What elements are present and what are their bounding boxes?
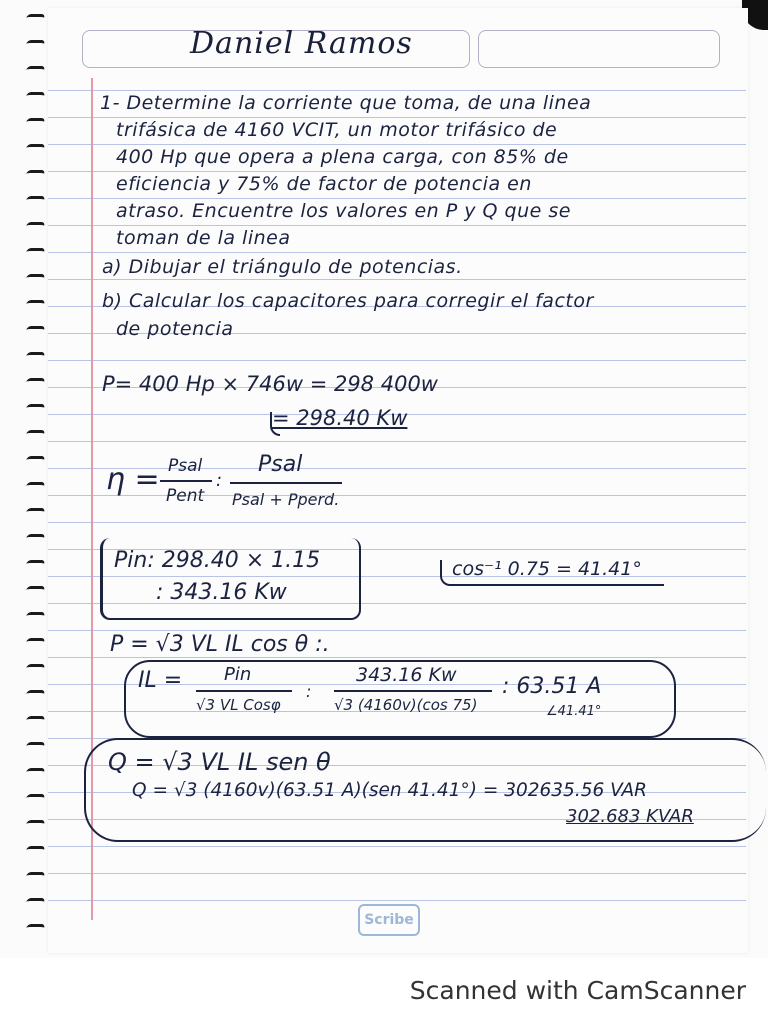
pin-line-2: : 343.16 Kw bbox=[156, 580, 287, 605]
il-numerator-2: 343.16 Kw bbox=[356, 664, 457, 686]
il-result: : 63.51 A bbox=[502, 674, 602, 699]
ring-icon bbox=[25, 430, 46, 439]
ring-icon bbox=[25, 222, 46, 231]
ring-icon bbox=[25, 794, 46, 803]
ring-icon bbox=[25, 638, 46, 647]
il-colon: : bbox=[306, 682, 312, 701]
ring-icon bbox=[25, 508, 46, 517]
power-calculation: P= 400 Hp × 746w = 298 400w bbox=[102, 372, 438, 396]
ring-icon bbox=[25, 352, 46, 361]
ring-icon bbox=[25, 690, 46, 699]
problem-line: 1- Determine la corriente que toma, de una linea bbox=[100, 92, 592, 114]
ring-icon bbox=[25, 846, 46, 855]
scanner-caption: Scanned with CamScanner bbox=[409, 976, 746, 1005]
ring-icon bbox=[25, 170, 46, 179]
fraction-bar bbox=[196, 690, 292, 692]
ring-icon bbox=[25, 716, 46, 725]
arccos-result: cos⁻¹ 0.75 = 41.41° bbox=[452, 558, 642, 580]
fraction-bar bbox=[334, 690, 492, 692]
ring-icon bbox=[25, 14, 46, 23]
ring-icon bbox=[25, 872, 46, 881]
reactive-kvar: 302.683 KVAR bbox=[566, 806, 694, 827]
pin-line-1: Pin: 298.40 × 1.15 bbox=[114, 548, 321, 573]
fraction-bar bbox=[230, 482, 342, 484]
ring-icon bbox=[25, 92, 46, 101]
ring-icon bbox=[25, 742, 46, 751]
ring-icon bbox=[25, 300, 46, 309]
problem-line: eficiencia y 75% de factor de potencia en bbox=[116, 173, 532, 195]
underline-bracket bbox=[270, 412, 280, 436]
ring-icon bbox=[25, 534, 46, 543]
il-lhs: IL = bbox=[138, 668, 183, 693]
ring-icon bbox=[25, 404, 46, 413]
ring-icon bbox=[25, 274, 46, 283]
ring-icon bbox=[25, 586, 46, 595]
ring-icon bbox=[25, 248, 46, 257]
ring-icon bbox=[25, 820, 46, 829]
fraction-bar bbox=[160, 480, 212, 482]
ring-icon bbox=[25, 898, 46, 907]
problem-line: atraso. Encuentre los valores en P y Q que se bbox=[116, 200, 571, 222]
il-denominator-2: √3 (4160v)(cos 75) bbox=[334, 696, 478, 714]
problem-line: trifásica de 4160 VCIT, un motor trifásico de bbox=[116, 119, 558, 141]
eff-numerator-2: Psal bbox=[258, 452, 303, 477]
ring-icon bbox=[25, 612, 46, 621]
problem-part-b: b) Calcular los capacitores para corregir el factor bbox=[102, 290, 594, 312]
ring-icon bbox=[25, 456, 46, 465]
eff-numerator-1: Psal bbox=[168, 456, 203, 476]
il-denominator-1: √3 VL Cosφ bbox=[196, 696, 281, 714]
reactive-substitution: Q = √3 (4160v)(63.51 A)(sen 41.41°) = 302635.56 VAR bbox=[132, 780, 648, 801]
ring-icon bbox=[25, 118, 46, 127]
power-formula: P = √3 VL IL cos θ :. bbox=[110, 632, 330, 657]
problem-line: 400 Hp que opera a plena carga, con 85% de bbox=[116, 146, 569, 168]
ring-icon bbox=[25, 768, 46, 777]
eff-denominator-1: Pent bbox=[166, 486, 205, 506]
problem-line: de potencia bbox=[116, 318, 234, 340]
ring-icon bbox=[25, 40, 46, 49]
il-numerator-1: Pin bbox=[224, 664, 252, 685]
reactive-formula: Q = √3 VL IL sen θ bbox=[108, 748, 331, 776]
problem-part-a: a) Dibujar el triángulo de potencias. bbox=[102, 256, 463, 278]
eff-denominator-2: Psal + Pperd. bbox=[232, 490, 340, 509]
ring-icon bbox=[25, 378, 46, 387]
eff-colon: : bbox=[216, 470, 223, 491]
ring-icon bbox=[25, 66, 46, 75]
date-box bbox=[478, 30, 720, 68]
arccos-bracket bbox=[440, 560, 664, 586]
ring-icon bbox=[25, 326, 46, 335]
ring-icon bbox=[25, 144, 46, 153]
eta-symbol: η = bbox=[106, 462, 160, 497]
problem-line: toman de la linea bbox=[116, 227, 291, 249]
student-name: Daniel Ramos bbox=[190, 26, 413, 61]
ring-icon bbox=[25, 924, 46, 933]
power-kw: = 298.40 Kw bbox=[272, 406, 408, 430]
ring-icon bbox=[25, 560, 46, 569]
ring-icon bbox=[25, 196, 46, 205]
ring-icon bbox=[25, 664, 46, 673]
scribe-logo-icon: Scribe bbox=[358, 904, 420, 936]
il-angle: ∠41.41° bbox=[546, 704, 602, 719]
ring-icon bbox=[25, 482, 46, 491]
